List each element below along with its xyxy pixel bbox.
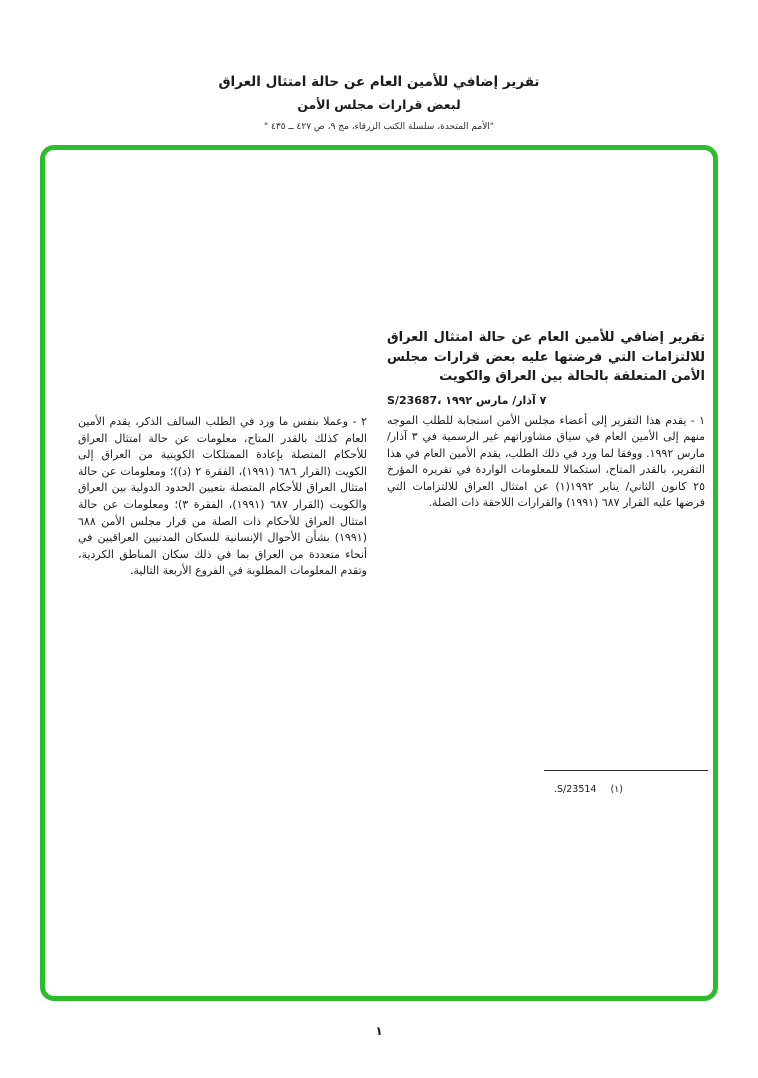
footnote-area [544,770,708,795]
paragraph-1: ١ - يقدم هذا التقرير إلى أعضاء مجلس الأمن استجابة للطلب الموجه منهم إلى الأمين العام في سياق مشاوراتهم غير الرسمية في ٣ آذار/ مارس ١٩٩٢. ووفقا لما ورد في ذلك الطلب، يقدم الأمين العام في هذا التقرير، بالقدر المتاح، استكمالا للمعلومات الواردة في تقريره المؤرخ ٢٥ كانون الثاني/ يناير ١٩٩٢(١) عن امتثال العراق للالتزامات التي فرضها عليه القرار ٦٨٧ (١٩٩١) والقرارات اللاحقة ذات الصلة. [387,413,706,510]
document-scan-frame [40,145,718,1001]
page-number: ١ [375,1024,383,1038]
footnote-marker: (١) [610,784,623,795]
header-title-line1: تقرير إضافي للأمين العام عن حالة امتثال العراق [218,74,540,90]
paragraph-2: ٢ - وعملا بنفس ما ورد في الطلب السالف الذكر، يقدم الأمين العام كذلك بالقدر المتاح، معلومات عن حالة امتثال العراق للأحكام المتصلة بإعادة الممتلكات الكويتية من العراق إلى الكويت (القرار ٦٨٦ (١٩٩١)، الفقرة ٢ (د))؛ ومعلومات عن حالة امتثال العراق للأحكام المتصلة بتعيين الحدود الدولية بين العراق والكويت (القرار ٦٨٧ (١٩٩١)، الفقرة ٣)؛ ومعلومات عن حالة امتثال العراق للأحكام ذات الصلة من قرار مجلس الأمن ٦٨٨ (١٩٩١) بشأن الأحوال الإنسانية للسكان المدنيين العراقيين في أنحاء متعددة من العراق بما في ذلك سكان المناطق الكردية، وتقدم المعلومات المطلوبة في الفروع الأربعة التالية. [78,415,367,578]
column-left [78,414,367,580]
document-body [78,328,705,580]
document-symbol-date: ٧ آذار/ مارس ١٩٩٢ ،S/23687 [387,393,547,407]
footnote-divider [544,770,708,771]
page-header [0,74,758,132]
footnote-line [544,784,708,795]
header-title-line2: لبعض قرارات مجلس الأمن [297,97,461,112]
footnote-text: S/23514. [553,784,597,795]
document-title: تقرير إضافي للأمين العام عن حالة امتثال العراق للالتزامات التي فرضتها عليه بعض قرارات مجلس الأمن المتعلقة بالحالة بين العراق والكويت [387,330,705,384]
column-right [387,328,705,580]
header-source-citation: "الأمم المتحدة، سلسلة الكتب الزرقاء، مج ٩، ص ٤٢٧ ــ ٤٣٥ " [264,122,494,132]
